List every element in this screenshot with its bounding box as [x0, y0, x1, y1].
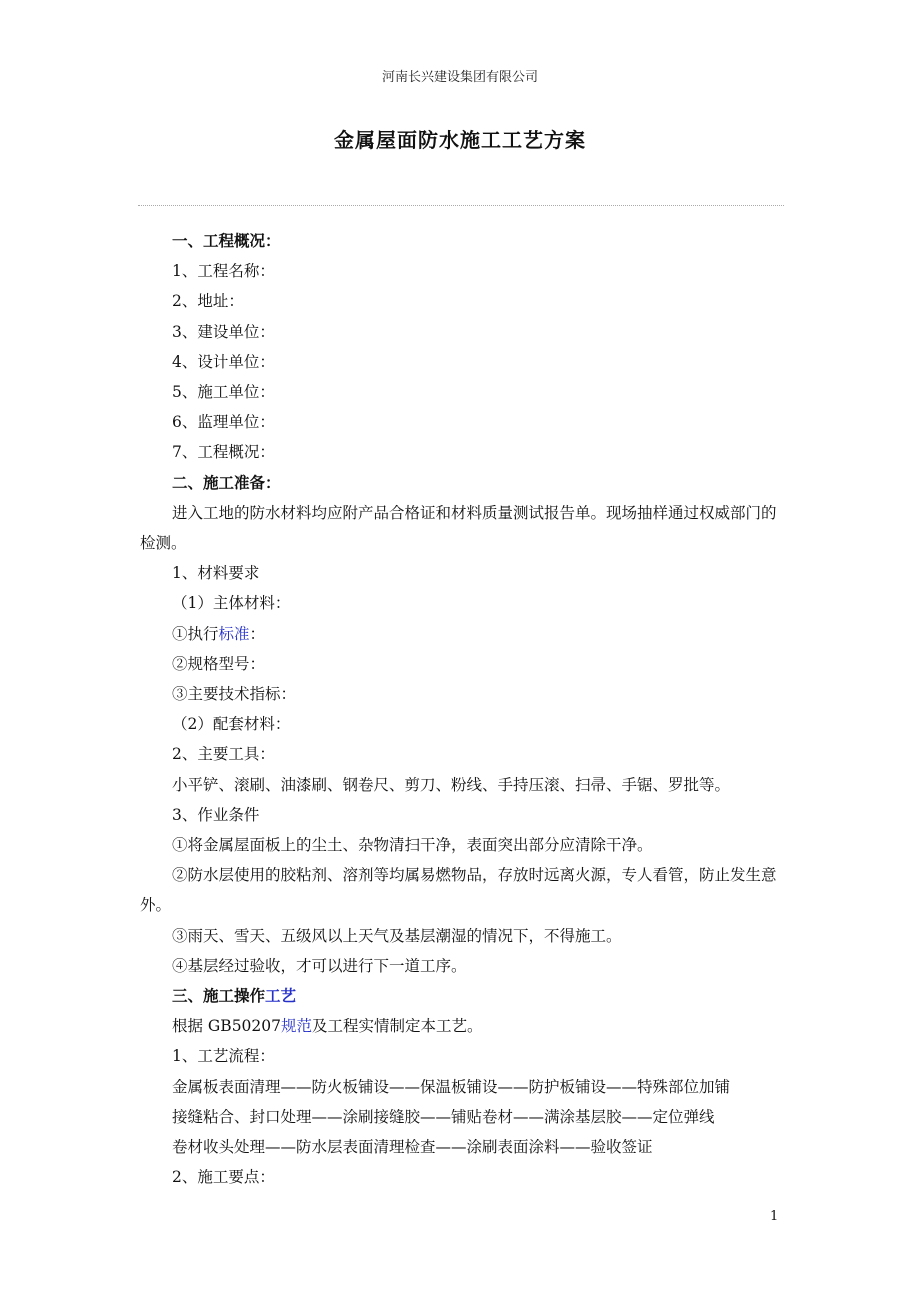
condition-4: ④基层经过验收，才可以进行下一道工序。 [172, 956, 467, 975]
materials-title: 1、材料要求 [172, 564, 260, 583]
points-title: 2、施工要点： [172, 1168, 275, 1187]
overview-item: 7、工程概况： [172, 443, 275, 462]
designer-item: 4、设计单位： [172, 352, 275, 371]
section2-heading: 二、施工准备： [172, 472, 281, 492]
basis-line [140, 1011, 784, 1041]
condition-2: ②防水层使用的胶粘剂、溶剂等均属易燃物品，存放时远离火源，专人看管，防止发生意外。 [140, 866, 777, 915]
company-header: 河南长兴建设集团有限公司 [381, 70, 538, 85]
flow-line-3: 卷材收头处理——防水层表面清理检查——涂刷表面涂料——验收签证 [172, 1138, 653, 1157]
page-number: 1 [770, 1209, 779, 1224]
tech-line: ③主要技术指标： [172, 685, 297, 704]
condition-3: ③雨天、雪天、五级风以上天气及基层潮湿的情况下，不得施工。 [172, 926, 622, 945]
standard-line [140, 619, 784, 649]
flow-line-1: 金属板表面清理——防火板铺设——保温板铺设——防护板铺设——特殊部位加铺 [172, 1077, 731, 1096]
supervisor-item: 6、监理单位： [172, 413, 275, 432]
tools-list: 小平铲、滚刷、油漆刷、钢卷尺、剪刀、粉线、手持压滚、扫帚、手锯、罗批等。 [172, 775, 731, 794]
address-item: 2、地址： [172, 292, 244, 311]
section3-heading [140, 981, 784, 1011]
condition-1: ①将金属屋面板上的尘土、杂物清扫干净，表面突出部分应清除干净。 [172, 836, 653, 855]
aux-material: （2）配套材料： [172, 715, 291, 734]
conditions-title: 3、作业条件 [172, 805, 260, 824]
flow-line-2: 接缝粘合、封口处理——涂刷接缝胶——铺贴卷材——满涂基层胶——定位弹线 [172, 1107, 715, 1126]
basis-prefix: 根据 GB50207 [172, 1017, 282, 1036]
flow-title: 1、工艺流程： [172, 1047, 275, 1066]
contractor-item: 5、施工单位： [172, 383, 275, 402]
section2-intro: 进入工地的防水材料均应附产品合格证和材料质量测试报告单。现场抽样通过权威部门的检测。 [140, 503, 777, 553]
spec-line: ②规格型号： [172, 654, 266, 673]
standard-link[interactable]: 标准 [218, 624, 250, 643]
project-name-item: 1、工程名称： [172, 262, 275, 281]
builder-item: 3、建设单位： [172, 322, 275, 341]
section3-heading-prefix: 三、施工操作 [172, 986, 266, 1006]
standard-prefix: ①执行 [172, 624, 219, 643]
header-divider [138, 205, 784, 206]
main-material: （1）主体材料： [172, 594, 291, 613]
basis-suffix: 及工程实情制定本工艺。 [312, 1017, 483, 1036]
standard-suffix: ： [249, 624, 266, 643]
tools-title: 2、主要工具： [172, 745, 275, 764]
document-body [140, 226, 784, 1193]
document-title: 金属屋面防水施工工艺方案 [334, 128, 586, 152]
process-link[interactable]: 工艺 [265, 986, 297, 1006]
spec-link[interactable]: 规范 [281, 1017, 313, 1036]
section1-heading: 一、工程概况： [172, 231, 281, 250]
